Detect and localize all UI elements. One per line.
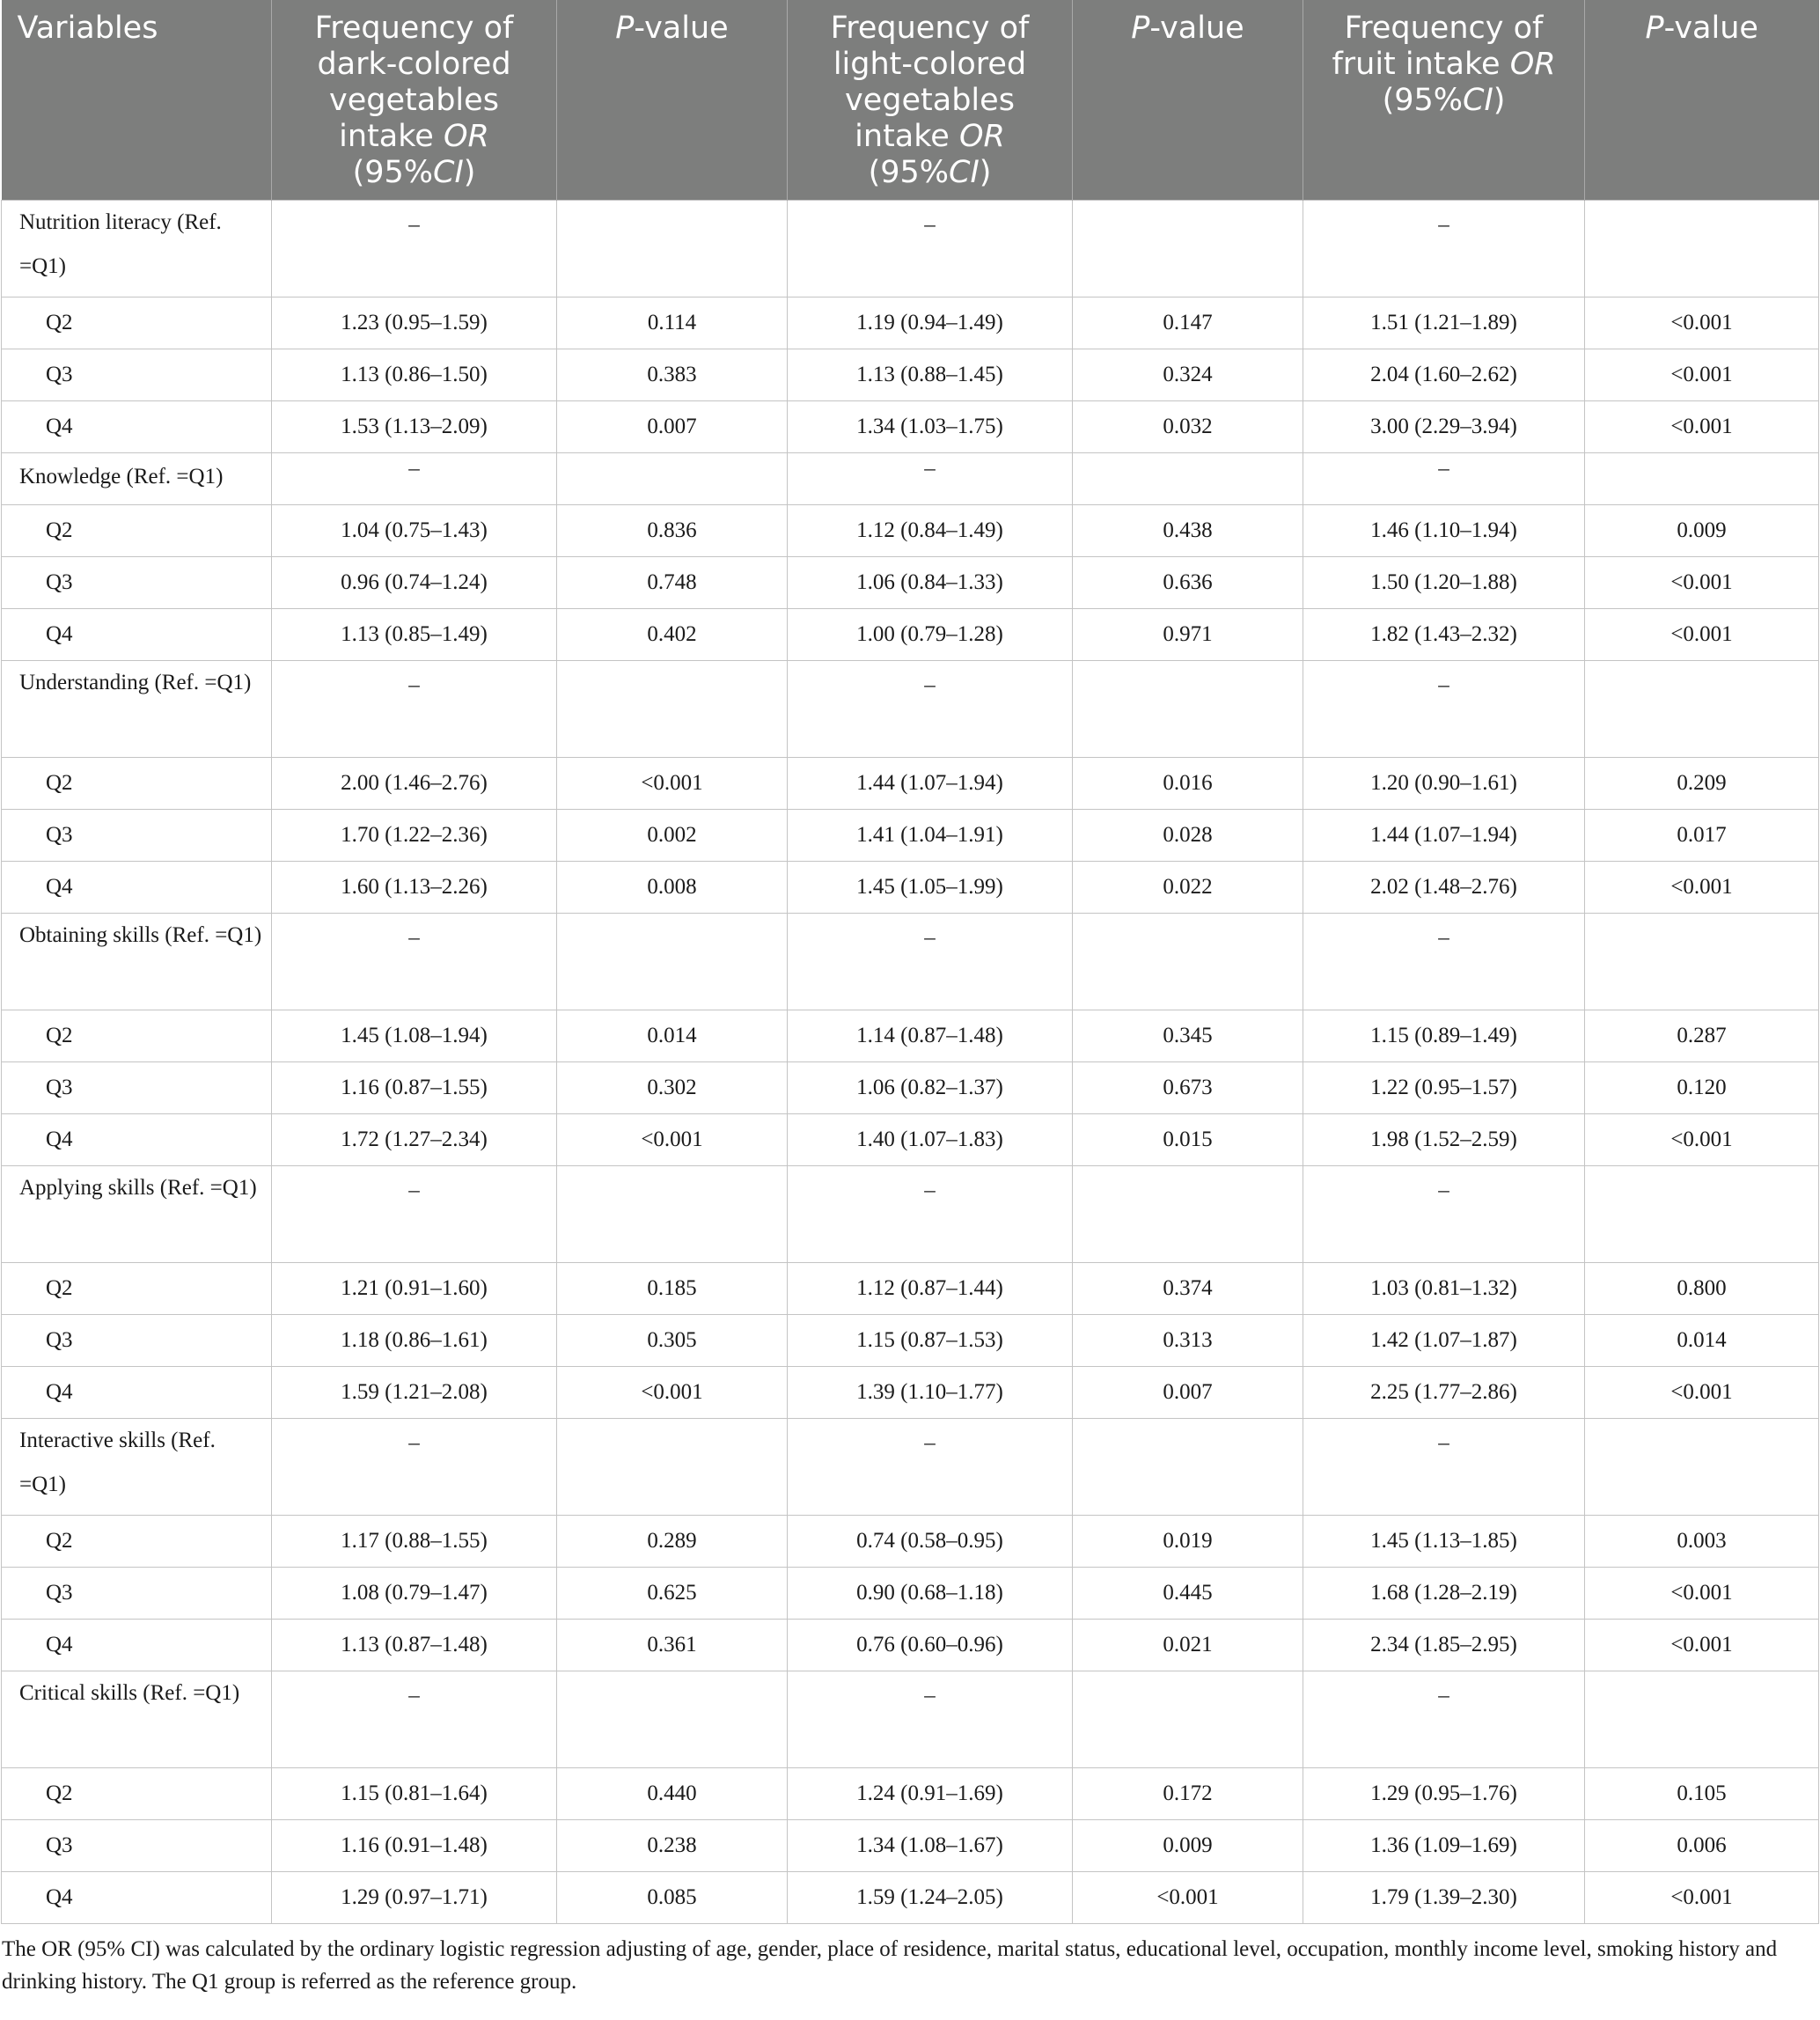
light-p-cell: 0.374 <box>1073 1263 1303 1315</box>
table-row <box>2 1820 1819 1872</box>
light-or-cell: 0.76 (0.60–0.96) <box>788 1620 1073 1671</box>
light-p-empty <box>1073 661 1303 758</box>
dark-p-cell: 0.625 <box>557 1568 788 1620</box>
dark-p-cell: 0.305 <box>557 1315 788 1367</box>
light-p-cell: 0.016 <box>1073 758 1303 810</box>
dark-p-cell: 0.002 <box>557 810 788 862</box>
dark-p-cell: 0.402 <box>557 609 788 661</box>
dark-or-cell: 1.59 (1.21–2.08) <box>272 1367 557 1419</box>
light-or-cell: 1.40 (1.07–1.83) <box>788 1114 1073 1166</box>
dark-p-cell: 0.085 <box>557 1872 788 1924</box>
light-p-empty <box>1073 453 1303 505</box>
table-row <box>2 758 1819 810</box>
light-or-cell: 1.45 (1.05–1.99) <box>788 862 1073 914</box>
dark-or-cell: 1.13 (0.87–1.48) <box>272 1620 557 1671</box>
fruit-or-cell: 1.46 (1.10–1.94) <box>1303 505 1585 557</box>
light-or-cell: 1.19 (0.94–1.49) <box>788 297 1073 349</box>
light-p-cell: 0.636 <box>1073 557 1303 609</box>
fruit-p-cell: <0.001 <box>1585 1872 1819 1924</box>
fruit-or-reference: – <box>1303 1166 1585 1263</box>
light-p-cell: 0.028 <box>1073 810 1303 862</box>
group-label: Knowledge (Ref. =Q1) <box>2 453 272 505</box>
header-fruit-p: P-value <box>1585 0 1819 201</box>
dark-p-cell: 0.114 <box>557 297 788 349</box>
light-p-cell: 0.022 <box>1073 862 1303 914</box>
fruit-p-cell: 0.120 <box>1585 1062 1819 1114</box>
fruit-p-empty <box>1585 1671 1819 1768</box>
light-or-cell: 1.14 (0.87–1.48) <box>788 1010 1073 1062</box>
dark-or-cell: 1.13 (0.85–1.49) <box>272 609 557 661</box>
table-footnote: The OR (95% CI) was calculated by the ordinary logistic regression adjusting of age, gender, place of residence, marital status, educational level, occupation, monthly income level, smoking history and drinking history. The Q1 group is referred as the reference group. <box>2 1937 1778 1994</box>
group-label: Understanding (Ref. =Q1) <box>2 661 272 758</box>
dark-or-cell: 1.23 (0.95–1.59) <box>272 297 557 349</box>
light-p-cell: 0.009 <box>1073 1820 1303 1872</box>
light-or-cell: 1.06 (0.82–1.37) <box>788 1062 1073 1114</box>
dark-or-cell: 1.18 (0.86–1.61) <box>272 1315 557 1367</box>
light-p-cell: 0.971 <box>1073 609 1303 661</box>
table-row <box>2 862 1819 914</box>
quartile-label: Q3 <box>2 1568 272 1620</box>
table-row <box>2 1872 1819 1924</box>
fruit-or-reference: – <box>1303 201 1585 297</box>
group-label: Interactive skills (Ref. =Q1) <box>2 1419 272 1516</box>
group-header-row <box>2 661 1819 758</box>
table-row <box>2 609 1819 661</box>
fruit-or-cell: 1.29 (0.95–1.76) <box>1303 1768 1585 1820</box>
quartile-label: Q3 <box>2 349 272 401</box>
dark-p-cell: 0.836 <box>557 505 788 557</box>
odds-ratio-table <box>1 0 1819 1924</box>
table-row <box>2 1263 1819 1315</box>
quartile-label: Q3 <box>2 1315 272 1367</box>
dark-p-empty <box>557 201 788 297</box>
fruit-or-cell: 1.03 (0.81–1.32) <box>1303 1263 1585 1315</box>
quartile-label: Q2 <box>2 758 272 810</box>
header-row <box>2 0 1819 201</box>
table-row <box>2 1367 1819 1419</box>
dark-p-cell: 0.238 <box>557 1820 788 1872</box>
light-p-empty <box>1073 1166 1303 1263</box>
light-p-empty <box>1073 1419 1303 1516</box>
light-p-cell: 0.147 <box>1073 297 1303 349</box>
fruit-p-cell: 0.105 <box>1585 1768 1819 1820</box>
light-or-cell: 1.00 (0.79–1.28) <box>788 609 1073 661</box>
table-row <box>2 1620 1819 1671</box>
fruit-p-cell: <0.001 <box>1585 297 1819 349</box>
dark-or-cell: 1.53 (1.13–2.09) <box>272 401 557 453</box>
fruit-or-cell: 2.25 (1.77–2.86) <box>1303 1367 1585 1419</box>
dark-p-cell: 0.289 <box>557 1516 788 1568</box>
light-p-cell: 0.172 <box>1073 1768 1303 1820</box>
light-p-cell: 0.673 <box>1073 1062 1303 1114</box>
quartile-label: Q2 <box>2 1010 272 1062</box>
table-row <box>2 810 1819 862</box>
quartile-label: Q4 <box>2 1367 272 1419</box>
table-row <box>2 1010 1819 1062</box>
dark-or-cell: 1.16 (0.91–1.48) <box>272 1820 557 1872</box>
group-label: Obtaining skills (Ref. =Q1) <box>2 914 272 1010</box>
light-p-cell: 0.032 <box>1073 401 1303 453</box>
header-dark-or: Frequency of dark-colored vegetables intake OR (95%CI) <box>272 0 557 201</box>
light-or-reference: – <box>788 1671 1073 1768</box>
dark-or-cell: 1.21 (0.91–1.60) <box>272 1263 557 1315</box>
group-label: Critical skills (Ref. =Q1) <box>2 1671 272 1768</box>
dark-p-cell: 0.007 <box>557 401 788 453</box>
dark-or-cell: 1.72 (1.27–2.34) <box>272 1114 557 1166</box>
light-or-cell: 1.12 (0.87–1.44) <box>788 1263 1073 1315</box>
light-p-empty <box>1073 1671 1303 1768</box>
dark-or-reference: – <box>272 453 557 505</box>
fruit-or-cell: 2.02 (1.48–2.76) <box>1303 862 1585 914</box>
light-or-cell: 1.41 (1.04–1.91) <box>788 810 1073 862</box>
dark-or-cell: 0.96 (0.74–1.24) <box>272 557 557 609</box>
group-header-row <box>2 1419 1819 1516</box>
quartile-label: Q4 <box>2 1620 272 1671</box>
dark-or-cell: 1.13 (0.86–1.50) <box>272 349 557 401</box>
dark-p-cell: 0.008 <box>557 862 788 914</box>
table-row <box>2 1315 1819 1367</box>
light-p-cell: <0.001 <box>1073 1872 1303 1924</box>
light-p-cell: 0.007 <box>1073 1367 1303 1419</box>
fruit-p-cell: <0.001 <box>1585 1568 1819 1620</box>
light-or-cell: 1.06 (0.84–1.33) <box>788 557 1073 609</box>
fruit-or-cell: 1.42 (1.07–1.87) <box>1303 1315 1585 1367</box>
fruit-or-cell: 1.45 (1.13–1.85) <box>1303 1516 1585 1568</box>
light-or-reference: – <box>788 914 1073 1010</box>
light-or-cell: 1.15 (0.87–1.53) <box>788 1315 1073 1367</box>
group-label: Applying skills (Ref. =Q1) <box>2 1166 272 1263</box>
dark-or-cell: 1.08 (0.79–1.47) <box>272 1568 557 1620</box>
quartile-label: Q3 <box>2 810 272 862</box>
quartile-label: Q4 <box>2 401 272 453</box>
dark-or-cell: 1.70 (1.22–2.36) <box>272 810 557 862</box>
group-header-row <box>2 201 1819 297</box>
fruit-or-cell: 1.51 (1.21–1.89) <box>1303 297 1585 349</box>
table-row <box>2 557 1819 609</box>
group-header-row <box>2 1671 1819 1768</box>
dark-p-empty <box>557 914 788 1010</box>
dark-or-reference: – <box>272 1671 557 1768</box>
dark-or-cell: 1.17 (0.88–1.55) <box>272 1516 557 1568</box>
fruit-p-cell: 0.017 <box>1585 810 1819 862</box>
dark-or-cell: 2.00 (1.46–2.76) <box>272 758 557 810</box>
dark-or-reference: – <box>272 1419 557 1516</box>
fruit-p-cell: <0.001 <box>1585 401 1819 453</box>
light-or-reference: – <box>788 661 1073 758</box>
fruit-or-cell: 1.44 (1.07–1.94) <box>1303 810 1585 862</box>
fruit-or-cell: 1.20 (0.90–1.61) <box>1303 758 1585 810</box>
table-row <box>2 297 1819 349</box>
dark-p-cell: 0.748 <box>557 557 788 609</box>
dark-p-empty <box>557 1419 788 1516</box>
fruit-p-cell: 0.009 <box>1585 505 1819 557</box>
light-or-reference: – <box>788 1419 1073 1516</box>
table-row <box>2 349 1819 401</box>
light-p-cell: 0.438 <box>1073 505 1303 557</box>
light-p-cell: 0.021 <box>1073 1620 1303 1671</box>
group-label: Nutrition literacy (Ref. =Q1) <box>2 201 272 297</box>
dark-or-reference: – <box>272 914 557 1010</box>
fruit-p-cell: 0.800 <box>1585 1263 1819 1315</box>
table-row <box>2 401 1819 453</box>
quartile-label: Q3 <box>2 557 272 609</box>
group-header-row <box>2 1166 1819 1263</box>
dark-or-reference: – <box>272 661 557 758</box>
fruit-p-cell: <0.001 <box>1585 1367 1819 1419</box>
dark-or-cell: 1.60 (1.13–2.26) <box>272 862 557 914</box>
fruit-p-cell: 0.014 <box>1585 1315 1819 1367</box>
fruit-or-cell: 1.15 (0.89–1.49) <box>1303 1010 1585 1062</box>
fruit-or-reference: – <box>1303 1671 1585 1768</box>
header-fruit-or: Frequency of fruit intake OR (95%CI) <box>1303 0 1585 201</box>
light-p-cell: 0.345 <box>1073 1010 1303 1062</box>
quartile-label: Q3 <box>2 1062 272 1114</box>
dark-or-cell: 1.16 (0.87–1.55) <box>272 1062 557 1114</box>
light-or-cell: 0.74 (0.58–0.95) <box>788 1516 1073 1568</box>
fruit-p-cell: <0.001 <box>1585 349 1819 401</box>
quartile-label: Q2 <box>2 1263 272 1315</box>
fruit-p-empty <box>1585 1419 1819 1516</box>
dark-p-cell: <0.001 <box>557 758 788 810</box>
header-variables: Variables <box>2 0 272 201</box>
fruit-p-empty <box>1585 1166 1819 1263</box>
light-or-cell: 1.13 (0.88–1.45) <box>788 349 1073 401</box>
fruit-or-cell: 1.22 (0.95–1.57) <box>1303 1062 1585 1114</box>
light-or-cell: 1.24 (0.91–1.69) <box>788 1768 1073 1820</box>
fruit-p-empty <box>1585 914 1819 1010</box>
fruit-p-empty <box>1585 201 1819 297</box>
fruit-p-cell: 0.209 <box>1585 758 1819 810</box>
fruit-or-cell: 1.36 (1.09–1.69) <box>1303 1820 1585 1872</box>
fruit-p-cell: <0.001 <box>1585 1114 1819 1166</box>
quartile-label: Q3 <box>2 1820 272 1872</box>
dark-p-empty <box>557 661 788 758</box>
table-row <box>2 1516 1819 1568</box>
fruit-or-cell: 1.82 (1.43–2.32) <box>1303 609 1585 661</box>
fruit-p-cell: 0.003 <box>1585 1516 1819 1568</box>
dark-p-cell: 0.383 <box>557 349 788 401</box>
table-row <box>2 1114 1819 1166</box>
header-light-p: P-value <box>1073 0 1303 201</box>
dark-p-cell: <0.001 <box>557 1114 788 1166</box>
dark-p-empty <box>557 1671 788 1768</box>
light-p-cell: 0.015 <box>1073 1114 1303 1166</box>
quartile-label: Q2 <box>2 1768 272 1820</box>
light-or-cell: 1.44 (1.07–1.94) <box>788 758 1073 810</box>
fruit-or-reference: – <box>1303 453 1585 505</box>
fruit-or-cell: 2.04 (1.60–2.62) <box>1303 349 1585 401</box>
table-row <box>2 1568 1819 1620</box>
table-row <box>2 1768 1819 1820</box>
table-row <box>2 505 1819 557</box>
quartile-label: Q2 <box>2 1516 272 1568</box>
dark-p-cell: 0.361 <box>557 1620 788 1671</box>
light-or-cell: 1.39 (1.10–1.77) <box>788 1367 1073 1419</box>
group-header-row <box>2 453 1819 505</box>
header-dark-p: P-value <box>557 0 788 201</box>
group-header-row <box>2 914 1819 1010</box>
fruit-or-reference: – <box>1303 661 1585 758</box>
fruit-p-cell: <0.001 <box>1585 862 1819 914</box>
quartile-label: Q2 <box>2 505 272 557</box>
quartile-label: Q4 <box>2 1872 272 1924</box>
fruit-or-cell: 1.79 (1.39–2.30) <box>1303 1872 1585 1924</box>
dark-p-cell: 0.440 <box>557 1768 788 1820</box>
light-or-cell: 1.34 (1.08–1.67) <box>788 1820 1073 1872</box>
fruit-or-reference: – <box>1303 1419 1585 1516</box>
dark-or-cell: 1.45 (1.08–1.94) <box>272 1010 557 1062</box>
quartile-label: Q2 <box>2 297 272 349</box>
dark-p-cell: 0.014 <box>557 1010 788 1062</box>
light-or-reference: – <box>788 1166 1073 1263</box>
fruit-or-reference: – <box>1303 914 1585 1010</box>
light-p-cell: 0.324 <box>1073 349 1303 401</box>
dark-or-cell: 1.04 (0.75–1.43) <box>272 505 557 557</box>
dark-p-empty <box>557 1166 788 1263</box>
fruit-p-cell: <0.001 <box>1585 557 1819 609</box>
light-p-empty <box>1073 914 1303 1010</box>
fruit-p-cell: 0.287 <box>1585 1010 1819 1062</box>
dark-p-cell: 0.185 <box>557 1263 788 1315</box>
table-row <box>2 1062 1819 1114</box>
quartile-label: Q4 <box>2 862 272 914</box>
light-or-cell: 1.34 (1.03–1.75) <box>788 401 1073 453</box>
light-p-cell: 0.445 <box>1073 1568 1303 1620</box>
dark-or-cell: 1.15 (0.81–1.64) <box>272 1768 557 1820</box>
fruit-p-cell: <0.001 <box>1585 1620 1819 1671</box>
header-light-or: Frequency of light-colored vegetables intake OR (95%CI) <box>788 0 1073 201</box>
dark-p-empty <box>557 453 788 505</box>
dark-or-reference: – <box>272 201 557 297</box>
light-or-cell: 1.12 (0.84–1.49) <box>788 505 1073 557</box>
fruit-or-cell: 1.68 (1.28–2.19) <box>1303 1568 1585 1620</box>
fruit-or-cell: 2.34 (1.85–2.95) <box>1303 1620 1585 1671</box>
light-p-cell: 0.019 <box>1073 1516 1303 1568</box>
fruit-or-cell: 1.50 (1.20–1.88) <box>1303 557 1585 609</box>
light-or-reference: – <box>788 453 1073 505</box>
fruit-p-empty <box>1585 661 1819 758</box>
light-p-cell: 0.313 <box>1073 1315 1303 1367</box>
fruit-or-cell: 1.98 (1.52–2.59) <box>1303 1114 1585 1166</box>
light-or-reference: – <box>788 201 1073 297</box>
light-p-empty <box>1073 201 1303 297</box>
quartile-label: Q4 <box>2 1114 272 1166</box>
dark-p-cell: <0.001 <box>557 1367 788 1419</box>
dark-or-cell: 1.29 (0.97–1.71) <box>272 1872 557 1924</box>
light-or-cell: 0.90 (0.68–1.18) <box>788 1568 1073 1620</box>
fruit-p-cell: 0.006 <box>1585 1820 1819 1872</box>
dark-p-cell: 0.302 <box>557 1062 788 1114</box>
table-body <box>2 201 1819 1924</box>
quartile-label: Q4 <box>2 609 272 661</box>
fruit-p-empty <box>1585 453 1819 505</box>
fruit-p-cell: <0.001 <box>1585 609 1819 661</box>
fruit-or-cell: 3.00 (2.29–3.94) <box>1303 401 1585 453</box>
light-or-cell: 1.59 (1.24–2.05) <box>788 1872 1073 1924</box>
dark-or-reference: – <box>272 1166 557 1263</box>
